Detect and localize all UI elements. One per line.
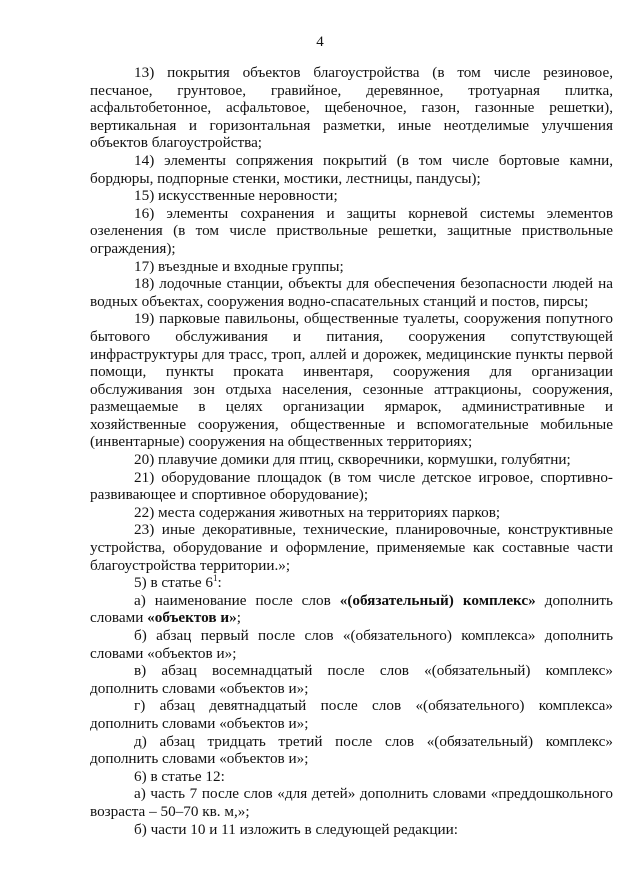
item-5-intro-text: 5) в статье 6 <box>134 574 214 592</box>
paragraph-20: 20) плавучие домики для птиц, скворечники, кормушки, голубятни; <box>134 451 571 469</box>
paragraph-16: 16) элементы сохранения и защиты корневой системы элементов озеленения (в том числе приствольные решетки, защитные приствольные ограждения); <box>90 204 613 257</box>
paragraph-18: 18) лодочные станции, объекты для обеспечения безопасности людей на водных объектах, сооружения водно-спасательных станций и постов, пирсы; <box>90 275 613 310</box>
item-5-intro-sup: 1 <box>213 573 218 584</box>
item-5-a <box>90 592 613 627</box>
item-5-intro-colon: : <box>217 574 222 592</box>
item-6-b: б) части 10 и 11 изложить в следующей редакции: <box>134 820 458 838</box>
item-5-a-middle: дополнить словами <box>90 591 613 627</box>
paragraph-14: 14) элементы сопряжения покрытий (в том числе бортовые камни, бордюры, подпорные стенки, мостики, лестницы, пандусы); <box>90 151 613 187</box>
item-5-b: б) абзац первый после слов «(обязательного) комплекса» дополнить словами «объектов и»; <box>90 627 613 662</box>
paragraph-21: 21) оборудование площадок (в том числе детское игровое, спортивно-развивающее и спортивное оборудование); <box>90 468 613 504</box>
item-6-intro: 6) в статье 12: <box>134 767 225 785</box>
item-5-g: г) абзац девятнадцатый после слов «(обязательного) комплекса» дополнить словами «объектов и»; <box>90 697 613 732</box>
item-5-d: д) абзац тридцать третий после слов «(обязательный) комплекс» дополнить словами «объектов и»; <box>90 732 613 768</box>
item-6-a: а) часть 7 после слов «для детей» дополнить словами «преддошкольного возраста – 50–70 кв. м,»; <box>90 785 613 820</box>
paragraph-17: 17) въездные и входные группы; <box>134 257 344 275</box>
item-5-v: в) абзац восемнадцатый после слов «(обязательный) комплекс» дополнить словами «объектов и»; <box>90 662 613 697</box>
page-number: 4 <box>316 34 324 50</box>
item-5-intro <box>90 574 613 592</box>
item-5-a-bold-quote-2: «объектов и» <box>147 609 237 627</box>
item-5-a-suffix: ; <box>236 609 241 627</box>
item-5-a-bold-quote-1: «(обязательный) комплекс» <box>339 591 536 609</box>
paragraph-23: 23) иные декоративные, технические, планировочные, конструктивные устройства, оборудование и оформление, применяемые как составные части благоустройства территории.»; <box>90 521 613 574</box>
paragraph-15: 15) искусственные неровности; <box>134 187 338 205</box>
paragraph-13: 13) покрытия объектов благоустройства (в том числе резиновое, песчаное, грунтовое, гравийное, деревянное, тротуарная плитка, асфальтобетонное, асфальтовое, щебеночное, газон, газонные решетки), вертикальная и горизонтальная разметки, иные неотделимые улучшения объектов благоустройства; <box>90 64 613 152</box>
paragraph-19: 19) парковые павильоны, общественные туалеты, сооружения попутного бытового обслуживания и питания, сооружения сопутствующей инфраструктуры для трасс, троп, аллей и дорожек, медицинские пункты первой помощи, пункты проката инвентаря, сооружения для организации обслуживания зон отдыха населения, сезонные аттракционы, сооружения, размещаемые в целях организации ярмарок, административные и хозяйственные сооружения, общественные и вспомогательные мобильные (инвентарные) сооружения на общественных территориях; <box>90 310 613 451</box>
paragraph-22: 22) места содержания животных на территориях парков; <box>134 503 501 521</box>
item-5-a-prefix: а) наименование после слов <box>134 591 340 609</box>
document-body <box>90 64 613 838</box>
